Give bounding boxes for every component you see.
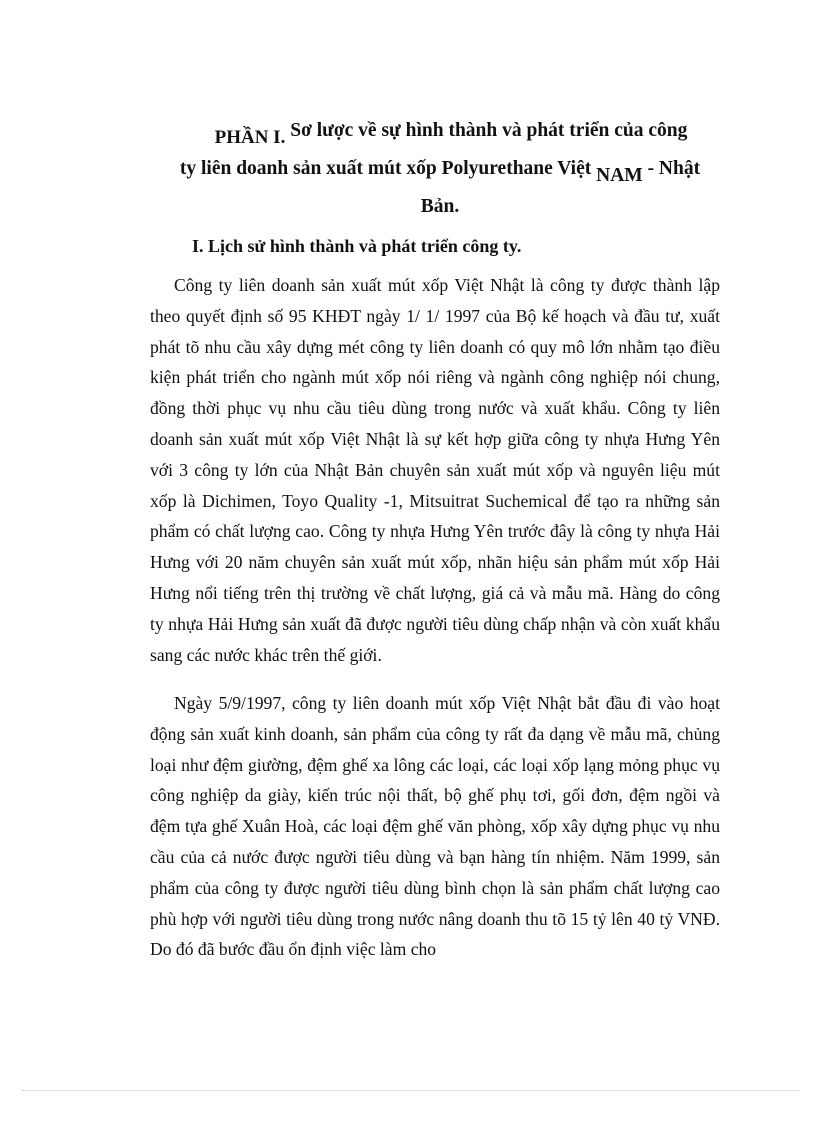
page-title	[150, 112, 730, 226]
paragraph-2: Ngày 5/9/1997, công ty liên doanh mút xốp Việt Nhật bắt đầu đi vào hoạt động sản xuất kinh doanh, sản phẩm của công ty rất đa dạng về mẫu mã, chủng loại như đệm giường, đệm ghế xa lông các loại, các loại xốp lạng mỏng phục vụ công nghiệp da giày, kiến trúc nội thất, bộ ghế phụ tơi, gối đơn, đệm ngồi và đệm tựa ghế Xuân Hoà, các loại đệm ghế văn phòng, xốp xây dựng phục vụ nhu cầu của cả nước được người tiêu dùng và bạn hàng tín nhiệm. Năm 1999, sản phẩm của công ty được người tiêu dùng bình chọn là sản phẩm chất lượng cao phù hợp với người tiêu dùng trong nước nâng doanh thu tõ 15 tỷ lên 40 tỷ VNĐ. Do đó đã bước đầu ổn định việc làm cho	[150, 693, 720, 960]
paragraph-1: Công ty liên doanh sản xuất mút xốp Việt Nhật là công ty được thành lập theo quyết định số 95 KHĐT ngày 1/ 1/ 1997 của Bộ kế hoạch và đầu tư, xuất phát tõ nhu cầu xây dựng mét công ty liên doanh có quy mô lớn nhằm tạo điều kiện phát triển cho ngành mút xốp nói riêng và ngành công nghiệp nói chung, đồng thời phục vụ nhu cầu tiêu dùng trong nước và xuất khẩu. Công ty liên doanh sản xuất mút xốp Việt Nhật là sự kết hợp giữa công ty nhựa Hưng Yên với 3 công ty lớn của Nhật Bản chuyên sản xuất mút xốp và nguyên liệu mút xốp là Dichimen, Toyo Quality -1, Mitsuitrat Suchemical để tạo ra những sản phẩm có chất lượng cao. Công ty nhựa Hưng Yên trước đây là công ty nhựa Hải Hưng với 20 năm chuyên sản xuất mút xốp, nhãn hiệu sản phẩm mút xốp Hải Hưng nổi tiếng trên thị trường về chất lượng, giá cả và mẫu mã. Hàng do công ty nhựa Hải Hưng sản xuất đã được người tiêu dùng chấp nhận và còn xuất khẩu sang các nước khác trên thế giới.	[150, 275, 720, 665]
footer-divider	[22, 1090, 800, 1091]
title-line-2	[150, 150, 730, 188]
title-line-2-text: ty liên doanh sản xuất mút xốp Polyurethane Việt	[179, 158, 592, 179]
title-line-2-end: - Nhật	[642, 158, 701, 179]
title-line-1	[150, 112, 730, 150]
part-label: PHẦN I.	[214, 127, 286, 148]
title-line-3: Bản.	[420, 196, 460, 217]
title-line-1-text: Sơ lược về sự hình thành và phát triển của công	[290, 120, 688, 141]
section-heading: I. Lịch sử hình thành và phát triển công ty.	[192, 236, 522, 256]
title-subscript: NAM	[596, 165, 643, 186]
